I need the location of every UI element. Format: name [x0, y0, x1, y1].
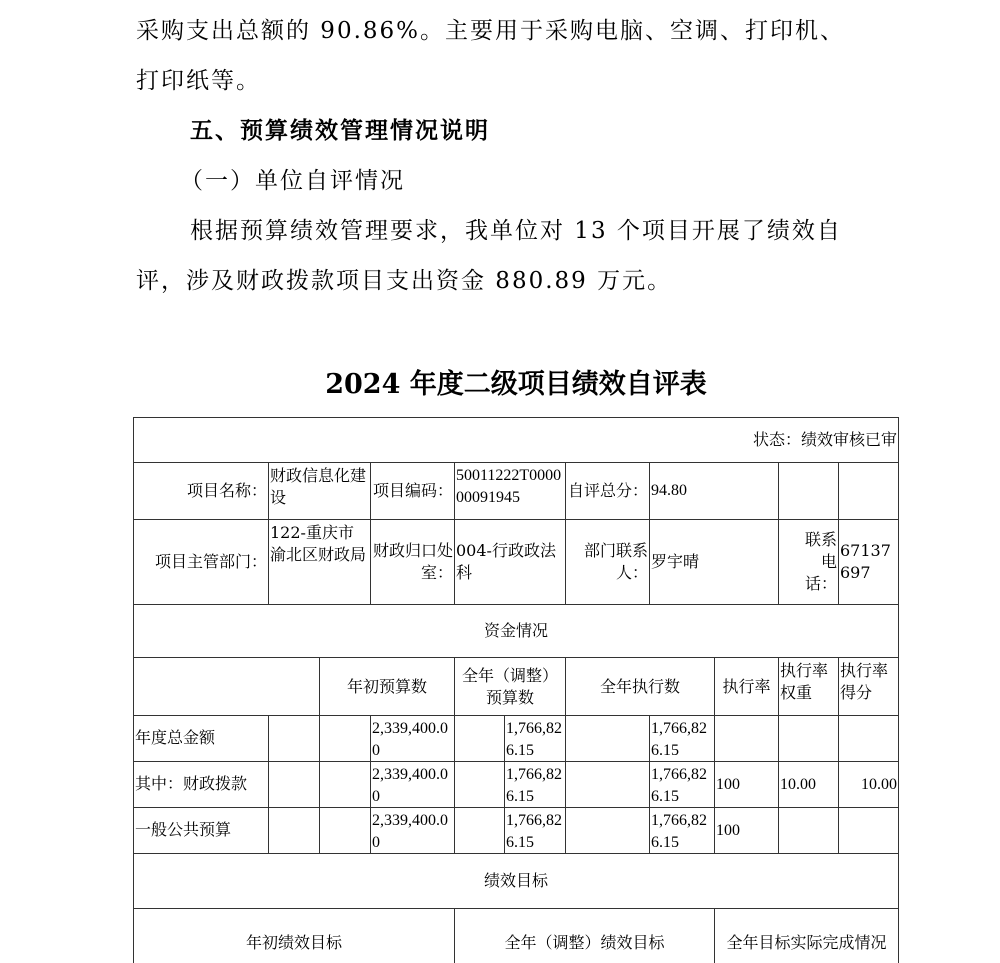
empty-cell	[838, 462, 899, 520]
phone-label	[778, 519, 839, 605]
col-header-text: 执行率	[722, 676, 771, 696]
col-header-text: 全年执行数	[599, 676, 680, 696]
value-text: 财政信息化建设	[270, 466, 367, 507]
empty-cell	[319, 715, 371, 762]
status-text: 状态：绩效审核已审	[752, 430, 897, 449]
funds-cell-adjusted	[504, 761, 566, 808]
section-heading: 五、预算绩效管理情况说明	[190, 117, 490, 144]
goals-section-header	[133, 853, 899, 909]
empty-cell	[565, 807, 650, 854]
empty-cell	[565, 761, 650, 808]
label-text: 财政归口处室：	[372, 541, 453, 582]
cell-text: 10.00	[780, 775, 816, 793]
goals-col-header	[454, 908, 715, 963]
funds-cell-executed	[649, 761, 715, 808]
score-value	[649, 462, 779, 520]
label-text: 自评总分：	[567, 481, 648, 500]
col-header-text: 执行率得分	[840, 661, 889, 702]
cell-text: 1,766,826.15	[506, 720, 562, 759]
label-text: 联系电话：	[804, 530, 837, 593]
funds-cell-label	[133, 807, 269, 854]
col-header	[714, 657, 779, 716]
label-text: 部门联系人：	[583, 541, 648, 582]
funds-cell-score	[838, 715, 899, 762]
funds-cell-weight	[778, 715, 839, 762]
cell-text: 2,339,400.00	[372, 720, 448, 759]
header-text: 资金情况	[483, 621, 548, 640]
contact-label	[565, 519, 650, 605]
status-cell	[133, 417, 899, 463]
empty-cell	[133, 657, 320, 716]
funds-cell-label	[133, 715, 269, 762]
project-name-label	[133, 462, 269, 520]
funds-section-header	[133, 604, 899, 658]
empty-cell	[454, 761, 505, 808]
empty-cell	[268, 715, 320, 762]
funds-cell-rate	[714, 761, 779, 808]
value-text: 50011222T000000091945	[456, 467, 562, 506]
dept-label	[133, 519, 269, 605]
cell-text: 1,766,826.15	[506, 812, 562, 851]
col-header-text: 全年（调整）预算数	[461, 665, 558, 707]
funds-cell-initial	[370, 715, 455, 762]
score-label	[565, 462, 650, 520]
funds-cell-rate	[714, 715, 779, 762]
funds-cell-weight	[778, 807, 839, 854]
empty-cell	[454, 807, 505, 854]
header-text: 绩效目标	[483, 871, 548, 890]
col-header-text: 年初预算数	[346, 676, 427, 696]
cell-text: 1,766,826.15	[651, 766, 707, 805]
cell-text: 2,339,400.00	[372, 812, 448, 851]
project-code-label	[370, 462, 455, 520]
funds-cell-initial	[370, 761, 455, 808]
col-header	[319, 657, 455, 716]
project-code-value	[454, 462, 566, 520]
cell-text: 2,339,400.00	[372, 766, 448, 805]
empty-cell	[268, 807, 320, 854]
empty-cell	[319, 807, 371, 854]
empty-cell	[778, 462, 839, 520]
cell-text: 年度总金额	[135, 729, 216, 747]
col-header-text: 全年（调整）绩效目标	[504, 933, 665, 952]
funds-cell-label	[133, 761, 269, 808]
table-title: 2024 年度二级项目绩效自评表	[325, 369, 707, 400]
office-label	[370, 519, 455, 605]
paragraph-line: 根据预算绩效管理要求，我单位对 13 个项目开展了绩效自	[190, 218, 842, 244]
paragraph-line: 评，涉及财政拨款项目支出资金 880.89 万元。	[136, 268, 673, 294]
label-text: 项目名称：	[186, 481, 267, 500]
label-text: 项目主管部门：	[154, 552, 267, 571]
funds-cell-executed	[649, 715, 715, 762]
col-header-text: 年初绩效目标	[245, 933, 342, 952]
funds-cell-adjusted	[504, 807, 566, 854]
cell-text: 100	[716, 821, 740, 839]
office-value	[454, 519, 566, 605]
value-text: 罗宇晴	[651, 552, 700, 571]
cell-text: 10.00	[861, 775, 897, 793]
funds-cell-score	[838, 807, 899, 854]
col-header	[565, 657, 715, 716]
col-header	[778, 657, 839, 716]
cell-text: 一般公共预算	[135, 821, 232, 839]
funds-cell-rate	[714, 807, 779, 854]
phone-value	[838, 519, 899, 605]
value-text: 004-行政政法科	[456, 541, 556, 582]
value-text: 94.80	[651, 482, 687, 499]
col-header	[838, 657, 899, 716]
col-header-text: 全年目标实际完成情况	[726, 933, 887, 952]
value-text: 122-重庆市渝北区财政局	[270, 523, 367, 564]
empty-cell	[268, 761, 320, 808]
col-header-text: 执行率权重	[780, 661, 829, 702]
funds-cell-initial	[370, 807, 455, 854]
project-name-value	[268, 462, 371, 520]
funds-cell-executed	[649, 807, 715, 854]
contact-value	[649, 519, 779, 605]
empty-cell	[319, 761, 371, 808]
empty-cell	[454, 715, 505, 762]
goals-col-header	[133, 908, 455, 963]
paragraph-line: 打印纸等。	[136, 68, 261, 94]
subsection-heading: （一）单位自评情况	[180, 168, 405, 194]
cell-text: 1,766,826.15	[651, 720, 707, 759]
cell-text: 100	[716, 775, 740, 793]
empty-cell	[565, 715, 650, 762]
funds-cell-score	[838, 761, 899, 808]
value-text: 67137697	[840, 541, 891, 582]
paragraph-line: 采购支出总额的 90.86%。主要用于采购电脑、空调、打印机、	[136, 18, 846, 44]
cell-text: 其中：财政拨款	[135, 775, 248, 793]
funds-cell-adjusted	[504, 715, 566, 762]
dept-value	[268, 519, 371, 605]
col-header	[454, 657, 566, 716]
cell-text: 1,766,826.15	[506, 766, 562, 805]
goals-col-header	[714, 908, 899, 963]
label-text: 项目编码：	[372, 481, 453, 500]
funds-cell-weight	[778, 761, 839, 808]
cell-text: 1,766,826.15	[651, 812, 707, 851]
